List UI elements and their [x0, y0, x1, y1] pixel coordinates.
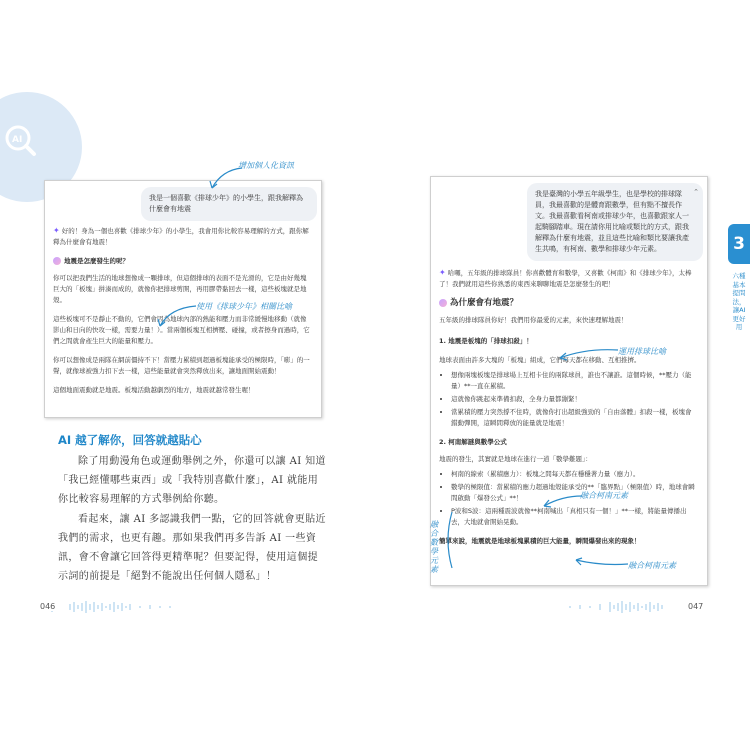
right-ai-heading: 為什麼會有地震？	[439, 298, 697, 309]
right-page-number: 047	[688, 602, 704, 611]
annotation-personal-info: 增加個人化資訊	[238, 161, 294, 170]
right-summary: 簡單來說，地震就是地球板塊累積的巨大能量，瞬間爆發出來的現象！	[439, 537, 641, 545]
annotation-conan-element-2: 融合柯南元素	[628, 561, 676, 570]
svg-text:AI: AI	[12, 135, 23, 145]
left-paragraph-4: 這個地面震動就是地震。板塊活動越劇烈的地方，地震就越常發生喔！	[53, 386, 255, 394]
left-paragraph-3: 你可以想像成是兩隊在網前僵持不下！當壓力累積到超過板塊能承受的極限時，「嘭」的一聲，就像球被強力扣下去一樣，這些能量就會突然釋放出來，讓地面開始震動！	[53, 356, 310, 375]
right-chat-screenshot	[430, 176, 708, 586]
right-section-1-bullets	[439, 370, 697, 429]
annotation-arrow-mid	[150, 300, 198, 330]
annotation-volleyball-metaphor-right: 運用排球比喻	[618, 347, 666, 356]
right-section-2-title: 2. 柯南解謎與數學公式	[439, 438, 507, 446]
right-section-1-text: 地球表面由許多大塊的「板塊」組成，它們每天都在移動、互相推擠。	[439, 356, 641, 364]
left-page-number: 046	[40, 602, 59, 611]
annotation-arrow-right-1	[556, 344, 620, 364]
left-paragraph-1: 你可以把我們生活的地球想像成一顆排球，但這個排球的表面不是光滑的，它是由好幾塊巨大的「板塊」拼湊而成的，就像你把排球剪開，再用膠帶黏回去一樣，這些板塊就是地殼。	[53, 274, 307, 304]
list-item: • 當累積的壓力突然撐不住時，就像你打出超級強勁的「自由落體」扣殺一樣，板塊會錯動彈開，這瞬間釋放的能量就是地震！	[451, 407, 697, 429]
left-body-paragraph-1: 除了用動漫角色或運動舉例之外，你還可以讓 AI 知道「我已經懂哪些東西」或「我特別喜歡什麼」，AI 就能用你比較容易理解的方式舉例給你聽。	[58, 456, 326, 505]
gradient-dot-icon	[53, 257, 61, 265]
annotation-arrow-top	[206, 164, 246, 192]
left-ai-heading: 地震是怎麼發生的呢？	[53, 256, 311, 267]
left-user-bubble-text: 我是一個喜歡《排球少年》的小學生，跟我解釋為什麼會有地震	[149, 194, 303, 213]
chapter-title: 六種基本提問法，讓AI更好用	[732, 272, 746, 331]
annotation-bracket-math	[442, 510, 456, 570]
right-user-bubble: 我是臺灣的小學五年級學生，也是學校的排球隊員，我最喜歡的是體育跟數學，但有點不擅長作文。我最喜歡看柯南或排球少年，也喜歡跟家人一起騎腳踏車。現在請你用比喻或類比的方式，跟我解釋為什麼有地震，並且這些比喻和類比要讓我產生共鳴，有柯南、數學和排球少年元素。 ⌃	[527, 183, 703, 261]
list-item: • 想像兩塊板塊是排球場上互相卡住的兩隊球員，誰也不讓誰。這個時候，**壓力（能量）**一直在累積。	[451, 370, 697, 392]
annotation-math-element: 融合數學元素	[430, 520, 438, 574]
chevron-up-icon[interactable]: ⌃	[693, 188, 699, 196]
annotation-arrow-right-2	[540, 492, 584, 510]
list-item: • 柯南的線索（累積應力）：板塊之間每天都在穩穩著力量（應力）。	[451, 469, 697, 480]
right-section-1-title: 1. 地震是板塊的「排球扣殺」！	[439, 337, 533, 345]
left-user-bubble	[141, 187, 317, 221]
right-section-2-text: 地震的發生，其實就是地球在進行一道「數學難題」：	[439, 455, 592, 463]
left-ai-intro: ✦ 好的！身為一個也喜歡《排球少年》的小學生，我會用你比較容易理解的方式，跟你解釋為什麼會有地震！	[53, 226, 309, 246]
list-item: • 這就像你跳起來準備扣殺，全身力量都繃緊！	[451, 394, 697, 405]
annotation-conan-element-1: 融合柯南元素	[580, 491, 628, 500]
left-chat-screenshot	[44, 180, 322, 418]
chapter-tab: 3	[728, 224, 750, 264]
left-section-title: AI 越了解你，回答就越貼心	[58, 433, 202, 447]
sparkle-icon: ✦	[439, 268, 446, 277]
footer-waveform-right	[420, 600, 710, 614]
annotation-volleyball-metaphor: 使用《排球少年》相關比喻	[196, 302, 292, 311]
footer-waveform-left	[40, 600, 360, 614]
list-item: • 數學的極限值：當累積的應力超過地殼能承受的**「臨界點」（極限值）時，地球會瞬間啟動「爆發公式」**！	[451, 482, 697, 504]
gradient-dot-icon	[439, 299, 447, 307]
right-intro-2: 五年級的排球隊員你好！我們用你最愛的元素，來快速理解地震！	[439, 316, 628, 324]
right-ai-intro: ✦ 哈囉，五年級的排球隊員！你喜歡體育和數學，又喜歡《柯南》和《排球少年》，太棒了！我們就用這些你熟悉的東西來聊聊地震是怎麼發生的吧！	[439, 268, 692, 288]
sparkle-icon: ✦	[53, 226, 60, 235]
left-paragraph-2: 這些板塊可不是靜止不動的，它們會因為地球內部的熱能和壓力而非常緩慢地移動（就像影山和日向的快攻一樣，需要力量！）。當兩個板塊互相擠壓、碰撞，或者擦身而過時，它們之間就會產生巨大的能量和壓力。	[53, 315, 310, 345]
left-body-paragraph-2: 看起來，讓 AI 多認識我們一點，它的回答就會更貼近我們的需求，也更有趣。那如果我們再多告訴 AI 一些資訊，會不會讓它回答得更精準呢？但要記得，使用這個提示詞的前提是「絕對不能說出任何個人隱私」！	[58, 514, 326, 582]
ai-magnifier-icon	[0, 120, 40, 160]
annotation-arrow-right-3	[572, 556, 630, 570]
list-item: • P波和S波：這兩種震波就像**柯南喊出「真相只有一個！」**一樣，將能量傳播出去，大地就會開始晃動。	[451, 506, 697, 528]
